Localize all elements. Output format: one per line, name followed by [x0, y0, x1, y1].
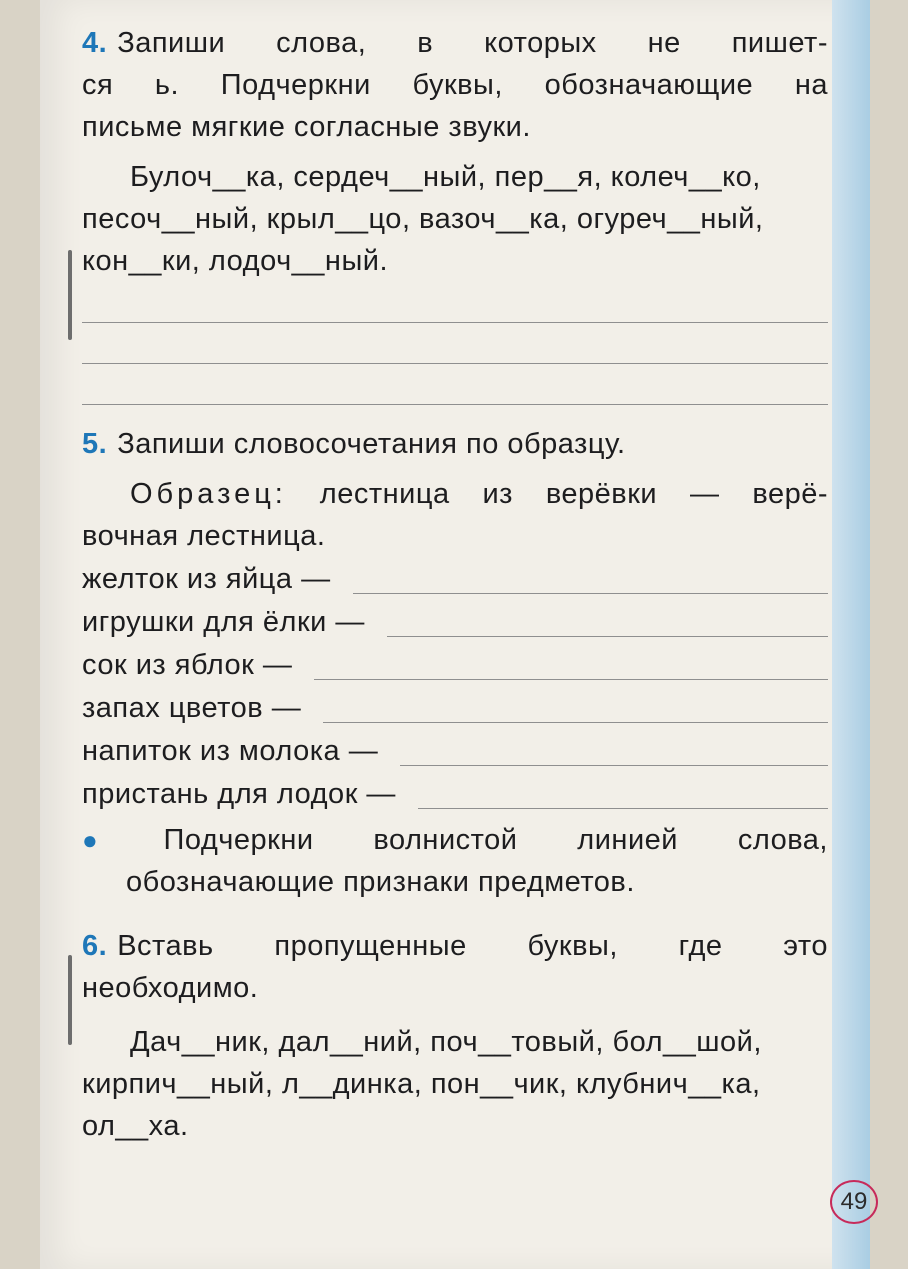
task-5: [82, 423, 828, 903]
task-number: 5.: [82, 428, 108, 460]
exercise-words: кон__ки, лодоч__ный.: [82, 245, 389, 277]
bullet-instruction: Подчеркни волнистой линией слова,: [163, 824, 828, 856]
binding-stitch-bottom: [68, 955, 72, 1045]
task-instruction: Запиши слова, в которых не пишет-: [117, 27, 828, 59]
exercise-words: Булоч__ка, сердеч__ный, пер__я, колеч__ко,: [130, 161, 761, 193]
sample-text: вочная лестница.: [82, 520, 326, 552]
exercise-words: кирпич__ный, л__динка, пон__чик, клубнич__ка,: [82, 1068, 761, 1100]
page-number: 49: [830, 1180, 878, 1224]
phrase-row: [82, 729, 828, 772]
task-instruction: необходимо.: [82, 972, 259, 1004]
phrase-row: [82, 643, 828, 686]
task-instruction: ся ь. Подчеркни буквы, обозначающие на: [82, 69, 828, 101]
task-4: [82, 22, 828, 405]
answer-line[interactable]: [82, 282, 828, 323]
sample-text: лестница из верёвки — верё-: [319, 478, 829, 510]
exercise-words: песоч__ный, крыл__цо, вазоч__ка, огуреч__ный,: [82, 203, 764, 235]
sample-label: Образец:: [130, 478, 287, 510]
task-instruction: письме мягкие согласные звуки.: [82, 111, 531, 143]
answer-line[interactable]: [387, 636, 828, 637]
bullet-instruction: обозначающие признаки предметов.: [126, 866, 635, 898]
phrase-row: [82, 600, 828, 643]
task-number: 4.: [82, 27, 108, 59]
phrase-text: пристань для лодок —: [82, 778, 396, 810]
exercise-words: Дач__ник, дал__ний, поч__товый, бол__шой,: [130, 1026, 762, 1058]
answer-line[interactable]: [418, 808, 828, 809]
task-6: [82, 925, 828, 1147]
phrase-text: игрушки для ёлки —: [82, 606, 365, 638]
next-page-edge: [832, 0, 870, 1269]
phrase-row: [82, 557, 828, 600]
answer-line[interactable]: [323, 722, 828, 723]
page-content: [82, 22, 828, 1147]
answer-line[interactable]: [353, 593, 828, 594]
phrase-row: [82, 686, 828, 729]
task-instruction: Запиши словосочетания по образцу.: [117, 428, 626, 460]
phrase-text: сок из яблок —: [82, 649, 293, 681]
answer-line[interactable]: [82, 323, 828, 364]
phrase-text: желток из яйца —: [82, 563, 331, 595]
phrase-row: [82, 772, 828, 815]
binding-stitch-top: [68, 250, 72, 340]
bullet-icon: ●: [82, 825, 150, 855]
task-instruction: Вставь пропущенные буквы, где это: [117, 930, 828, 962]
exercise-words: ол__ха.: [82, 1110, 189, 1142]
task-number: 6.: [82, 930, 108, 962]
phrase-text: запах цветов —: [82, 692, 302, 724]
answer-line[interactable]: [82, 364, 828, 405]
answer-line[interactable]: [314, 679, 828, 680]
phrase-text: напиток из молока —: [82, 735, 379, 767]
answer-line[interactable]: [400, 765, 828, 766]
